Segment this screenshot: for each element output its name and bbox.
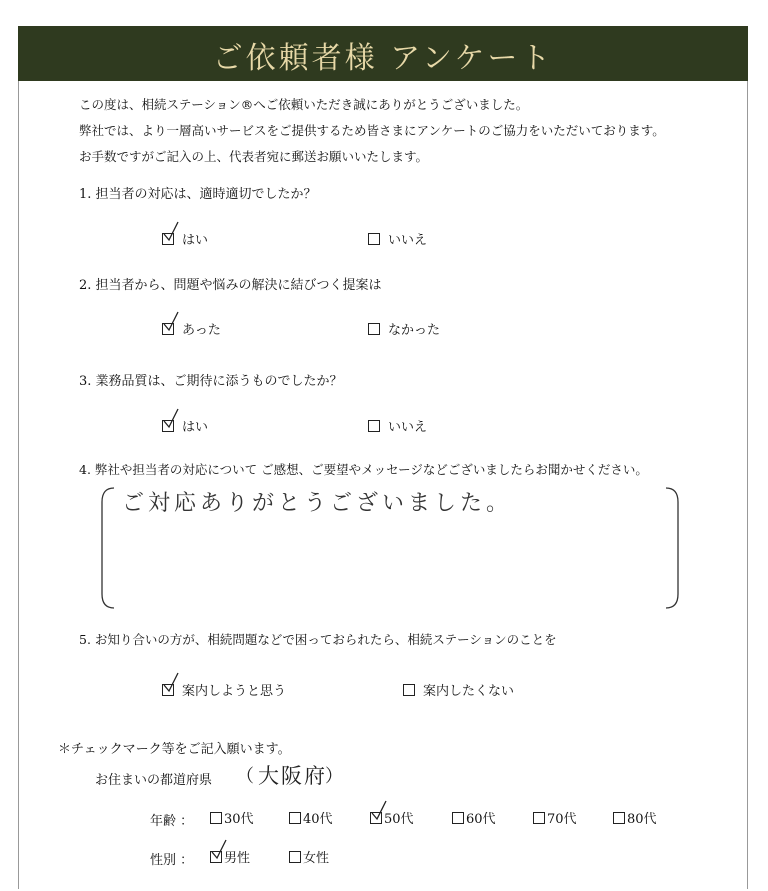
age-option-label: 50代 (384, 812, 414, 827)
checkbox[interactable] (368, 420, 380, 432)
comment-answer[interactable]: ご対応ありがとうございました。 (122, 491, 513, 516)
checkmark-icon (209, 838, 229, 862)
checkmark-note: ＊チェックマーク等をご記入願います。 (58, 742, 291, 757)
q1-option-no[interactable] (368, 229, 427, 248)
q5-option-yes[interactable] (162, 680, 286, 699)
checkbox[interactable] (162, 684, 174, 696)
q1-option-no-label: いいえ (388, 233, 428, 248)
form-frame (18, 81, 748, 889)
page-title: ご依頼者様 アンケート (212, 41, 554, 76)
checkbox[interactable] (210, 812, 222, 824)
q3-option-yes-label: はい (182, 420, 209, 435)
checkbox[interactable] (368, 233, 380, 245)
age-label: 年齢 ： (150, 814, 194, 829)
question-4-label: 4. 弊社や担当者の対応について ご感想、ご要望やメッセージなどございましたらお聞かせください。 (79, 462, 648, 477)
intro-line-2: 弊社では、より一層高いサービスをご提供するため皆さまにアンケートのご協力をいただいております。 (79, 123, 665, 138)
question-3-label: 3. 業務品質は、ご期待に添うものでしたか？ (79, 374, 343, 389)
checkbox[interactable] (613, 812, 625, 824)
q3-option-no[interactable] (368, 416, 427, 435)
header-banner (18, 26, 748, 81)
prefecture-label: お住まいの都道府県 (95, 773, 213, 788)
q5-option-yes-label: 案内しようと思う (182, 684, 287, 699)
question-1-label: 1. 担当者の対応は、適時適切でしたか？ (79, 187, 317, 202)
age-option-label: 60代 (466, 812, 496, 827)
gender-label: 性別 ： (150, 853, 194, 868)
q2-option-yes-label: あった (182, 323, 221, 338)
checkbox[interactable] (452, 812, 464, 824)
prefecture-close-paren: ） (325, 766, 343, 787)
prefecture-value[interactable]: 大阪府 (258, 764, 327, 788)
age-option-label: 70代 (547, 812, 577, 827)
checkmark-icon (161, 671, 181, 695)
checkbox[interactable] (289, 851, 301, 863)
gender-option-label: 男性 (224, 851, 251, 866)
gender-option-male[interactable] (210, 847, 250, 866)
checkbox[interactable] (403, 684, 415, 696)
checkmark-icon (161, 310, 181, 334)
checkbox[interactable] (162, 233, 174, 245)
q1-option-yes[interactable] (162, 229, 208, 248)
q5-option-no[interactable] (403, 680, 514, 699)
checkbox[interactable] (370, 812, 382, 824)
q2-option-yes[interactable] (162, 319, 221, 338)
age-option-70[interactable] (533, 808, 577, 827)
checkmark-icon (161, 220, 181, 244)
q2-option-no-label: なかった (388, 323, 441, 338)
q1-option-yes-label: はい (182, 233, 209, 248)
question-5-label: 5. お知り合いの方が、相続問題などで困っておられたら、相続ステーションのことを (79, 632, 557, 647)
prefecture-open-paren: （ (236, 766, 254, 787)
checkmark-icon (161, 407, 181, 431)
age-option-label: 80代 (627, 812, 657, 827)
age-option-60[interactable] (452, 808, 496, 827)
age-option-40[interactable] (289, 808, 333, 827)
checkbox[interactable] (162, 420, 174, 432)
checkbox[interactable] (162, 323, 174, 335)
age-option-50[interactable] (370, 808, 414, 827)
intro-line-1: この度は、相続ステーション®へご依頼いただき誠にありがとうございました。 (79, 97, 529, 112)
gender-option-female[interactable] (289, 847, 329, 866)
checkbox[interactable] (289, 812, 301, 824)
age-option-label: 30代 (224, 812, 254, 827)
checkbox[interactable] (210, 851, 222, 863)
checkmark-icon (369, 799, 389, 823)
q2-option-no[interactable] (368, 319, 440, 338)
q3-option-yes[interactable] (162, 416, 208, 435)
question-2-label: 2. 担当者から、問題や悩みの解決に結びつく提案は (79, 278, 382, 293)
checkbox[interactable] (368, 323, 380, 335)
q3-option-no-label: いいえ (388, 420, 428, 435)
intro-line-3: お手数ですがご記入の上、代表者宛に郵送お願いいたします。 (79, 149, 429, 164)
gender-option-label: 女性 (303, 851, 330, 866)
q5-option-no-label: 案内したくない (423, 684, 515, 699)
age-option-label: 40代 (303, 812, 333, 827)
age-option-30[interactable] (210, 808, 254, 827)
checkbox[interactable] (533, 812, 545, 824)
age-option-80[interactable] (613, 808, 657, 827)
